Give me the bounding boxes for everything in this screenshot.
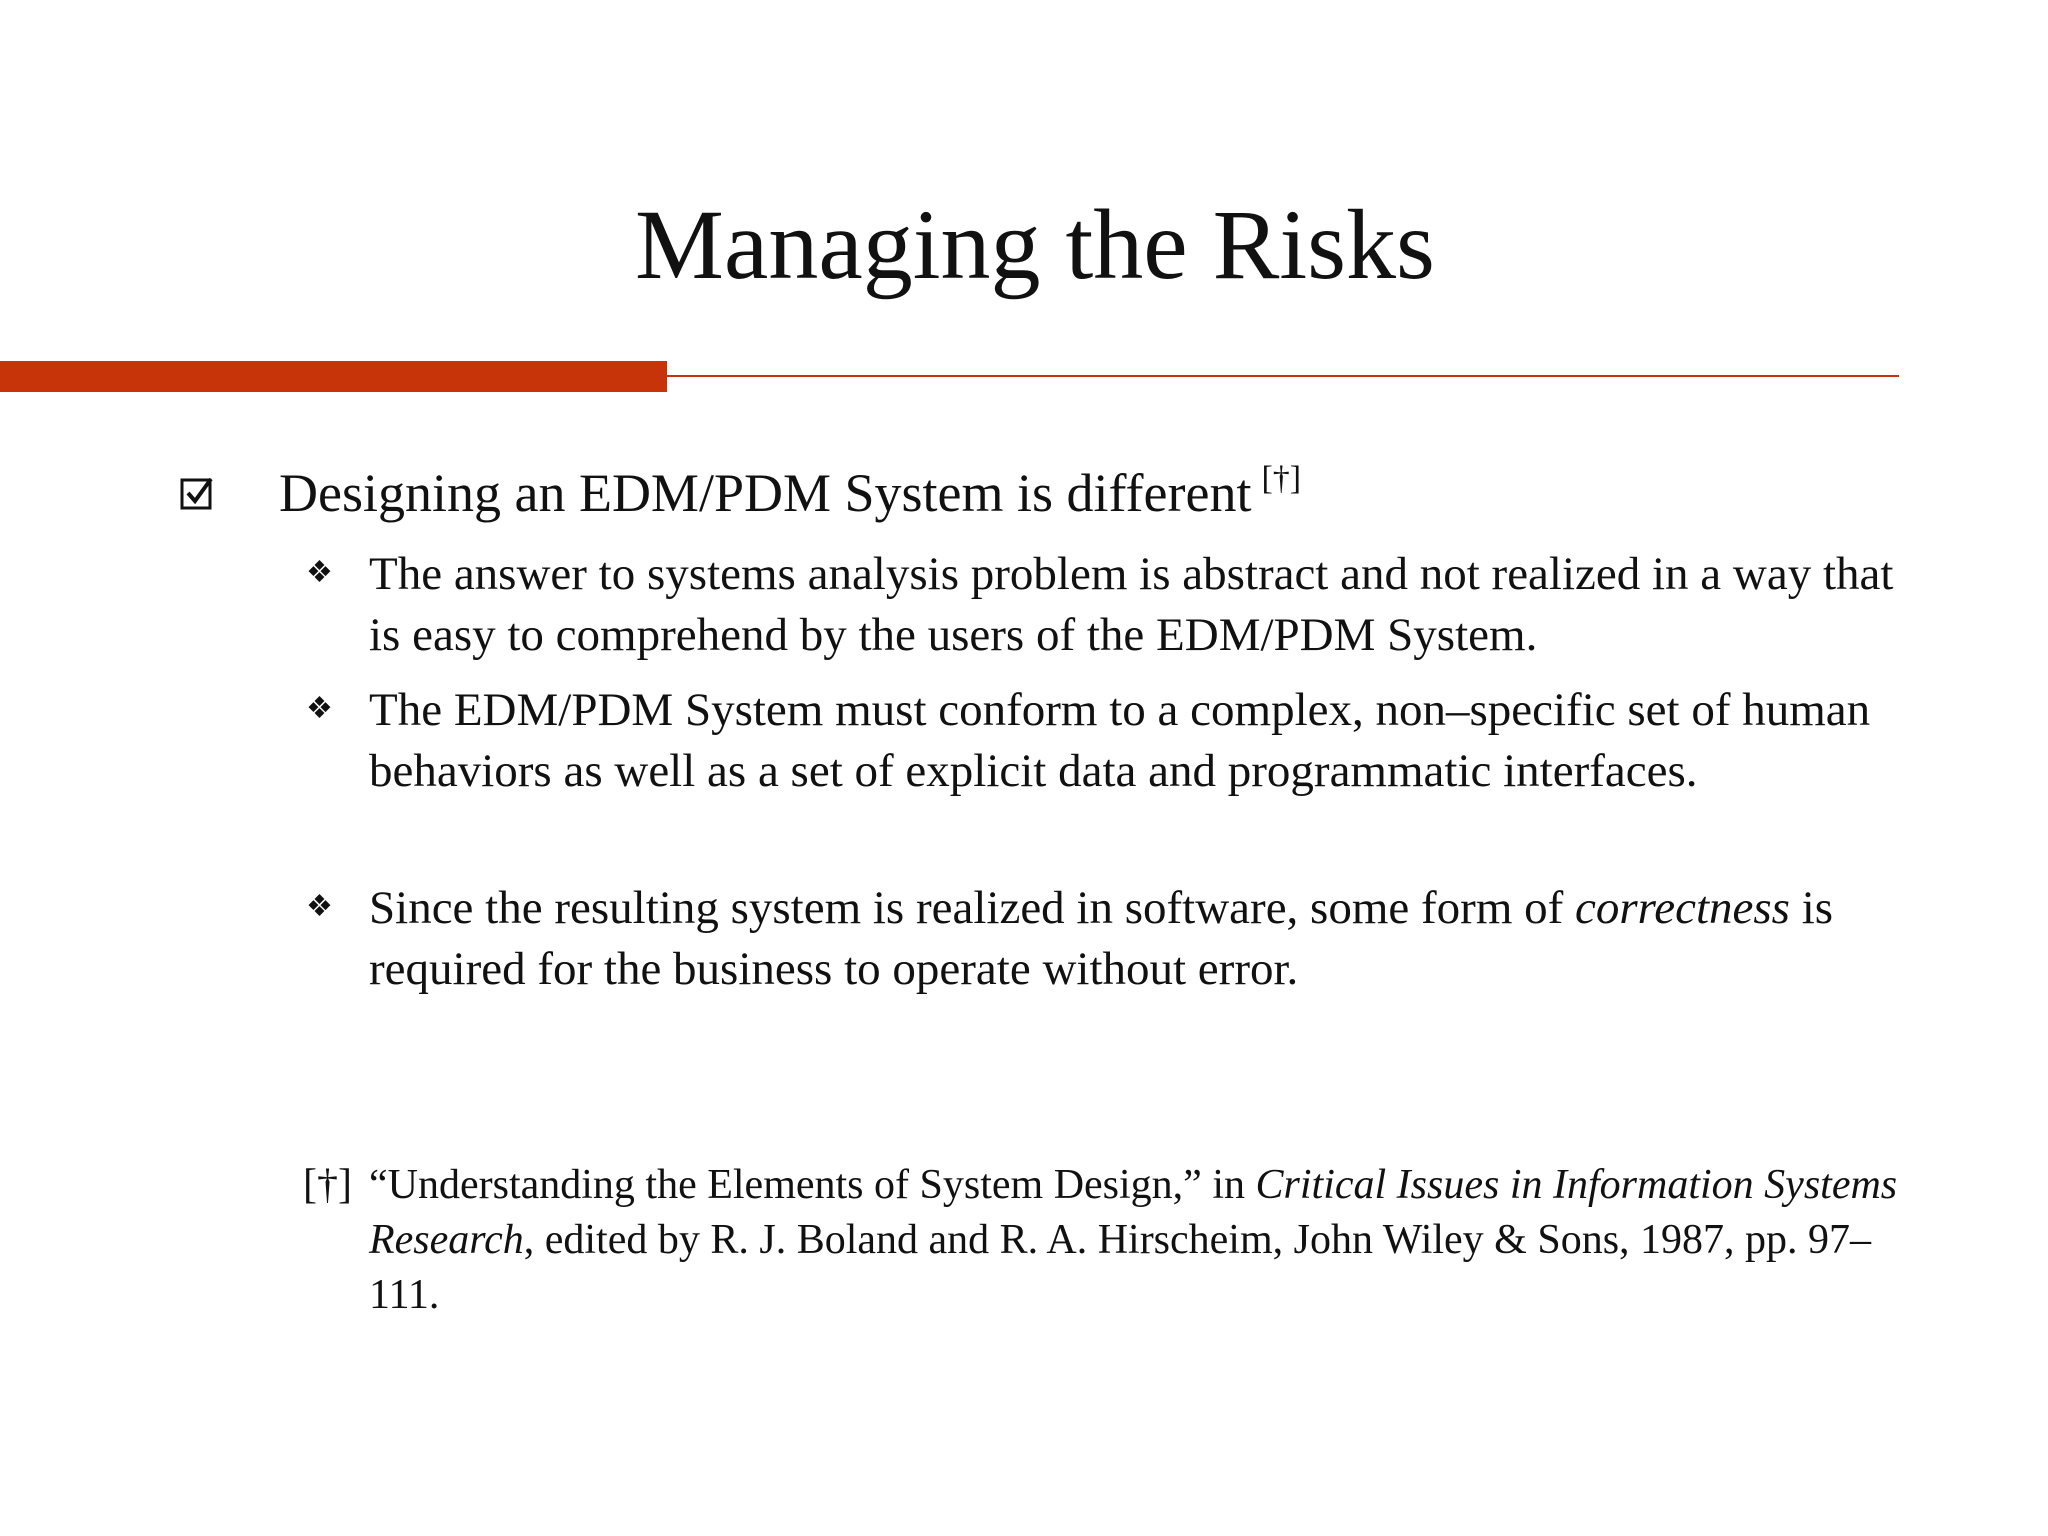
sub-bullet-text: The EDM/PDM System must conform to a complex, non–specific set of human behaviors as well as a set of explicit data and programmatic interfaces. xyxy=(369,684,1871,797)
sub-bullet-emphasis: correctness xyxy=(1575,882,1790,934)
footnote-marker: [†] xyxy=(303,1162,352,1208)
sub-bullet-text-after: is required for the business to operate without error. xyxy=(369,882,1834,995)
footnote-reference: [†] xyxy=(1261,460,1302,497)
footnote-text-2: , edited by R. J. Boland and R. A. Hirscheim, John Wiley & Sons, 1987, pp. 97–111. xyxy=(369,1217,1872,1318)
title-accent-bar xyxy=(0,361,667,392)
diamond-bullet-icon: ❖ xyxy=(306,890,333,923)
main-bullet-text: Designing an EDM/PDM System is different xyxy=(279,463,1252,523)
diamond-bullet-icon: ❖ xyxy=(306,692,333,725)
sub-bullet-text xyxy=(369,878,1909,1000)
footnote-text-1: “Understanding the Elements of System Design,” in xyxy=(369,1162,1245,1208)
slide-title: Managing the Risks xyxy=(635,189,1435,300)
sub-bullet-text: The answer to systems analysis problem is abstract and not realized in a way that is easy to comprehend by the users of the EDM/PDM System. xyxy=(369,548,1894,661)
sub-bullet-text-before: Since the resulting system is realized in software, some form of xyxy=(369,882,1564,934)
main-bullet-text-wrap xyxy=(279,462,1301,532)
footnote-text xyxy=(369,1158,1924,1323)
checked-box-icon xyxy=(180,476,214,510)
title-divider-line xyxy=(667,375,1899,377)
footnote-publication-title: Critical Issues in Information Systems Research xyxy=(369,1162,1898,1263)
diamond-bullet-icon: ❖ xyxy=(306,556,333,589)
